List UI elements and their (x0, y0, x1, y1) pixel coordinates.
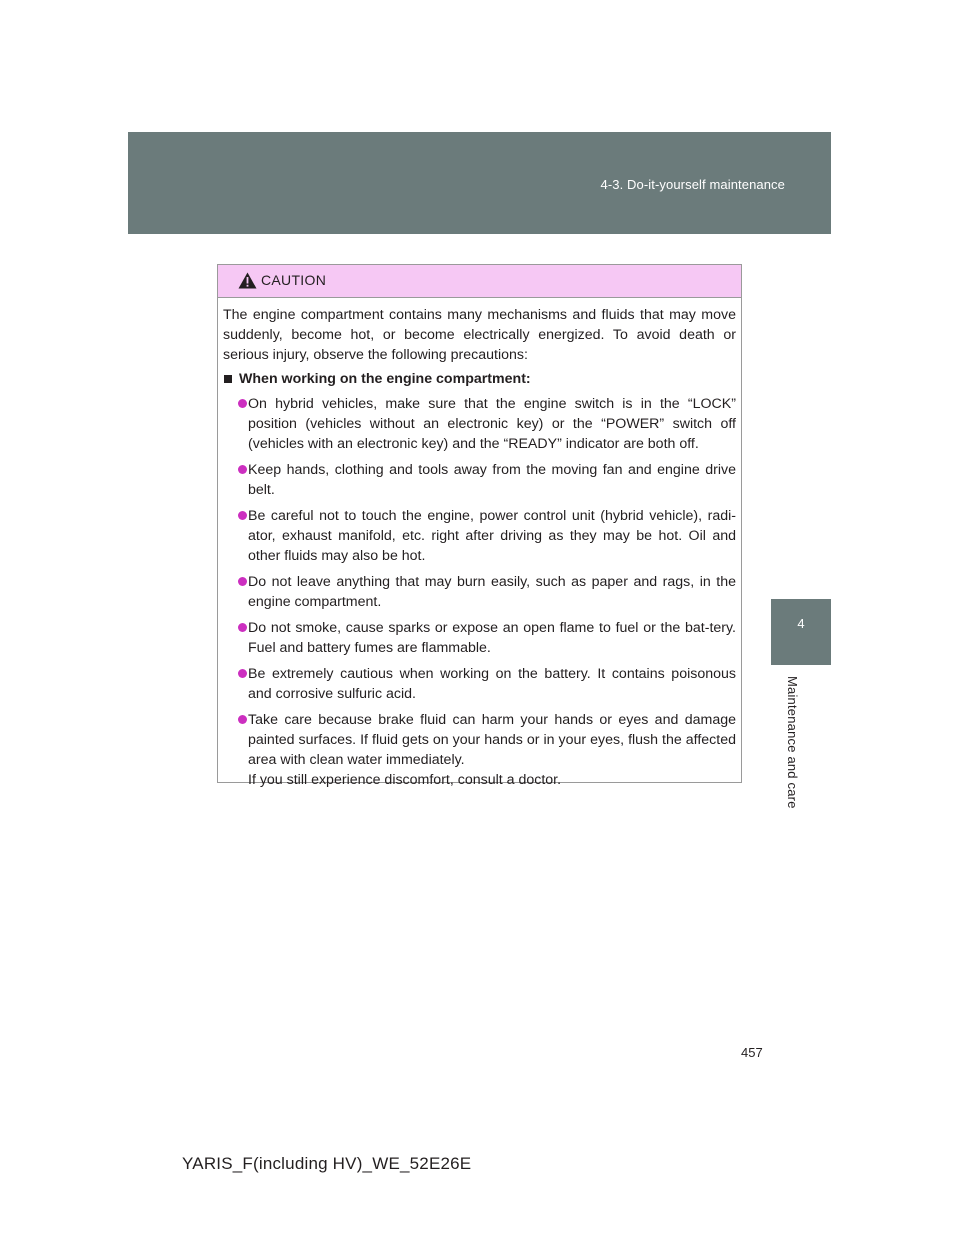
bullet-dot-icon (238, 669, 247, 678)
list-item: Do not smoke, cause sparks or expose an open flame to fuel or the bat-tery. Fuel and battery fumes are flammable. (223, 618, 736, 658)
list-item: Do not leave anything that may burn easily, such as paper and rags, in the engine compartment. (223, 572, 736, 612)
caution-title: CAUTION (261, 272, 327, 288)
list-item: On hybrid vehicles, make sure that the engine switch is in the “LOCK” position (vehicles without an electronic key) or the “POWER” switch off (vehicles with an electronic key) and the “READY” indicator are both off. (223, 394, 736, 454)
chapter-label: Maintenance and care (785, 676, 800, 809)
bullet-dot-icon (238, 715, 247, 724)
precaution-list (223, 394, 736, 790)
list-item: Take care because brake fluid can harm your hands or eyes and damage painted surfaces. If fluid gets on your hands or in your eyes, flush the affected area with clean water immediately. If you still experience discomfort, consult a doctor. (223, 710, 736, 790)
footer-code: YARIS_F(including HV)_WE_52E26E (182, 1154, 472, 1173)
section-title: 4-3. Do-it-yourself maintenance (600, 177, 785, 192)
caution-subheading-text: When working on the engine compartment: (239, 371, 531, 387)
bullet-dot-icon (238, 399, 247, 408)
square-bullet-icon (224, 375, 232, 383)
list-item: Keep hands, clothing and tools away from the moving fan and engine drive belt. (223, 460, 736, 500)
bullet-dot-icon (238, 465, 247, 474)
caution-body (218, 298, 741, 790)
caution-box (217, 264, 742, 788)
caution-subheading (223, 369, 736, 389)
caution-intro: The engine compartment contains many mechanisms and fluids that may move suddenly, become hot, or become electrically energized. To avoid death or serious injury, observe the following precautions: (223, 307, 736, 363)
bullet-dot-icon (238, 577, 247, 586)
list-item: Be extremely cautious when working on the battery. It contains poisonous and corrosive sulfuric acid. (223, 664, 736, 704)
bullet-dot-icon (238, 511, 247, 520)
warning-triangle-icon (238, 272, 257, 289)
caution-header (218, 265, 741, 298)
page-number: 457 (741, 1045, 763, 1060)
chapter-number: 4 (797, 616, 805, 631)
list-item: Be careful not to touch the engine, power control unit (hybrid vehicle), radi-ator, exhaust manifold, etc. right after driving as they may be hot. Oil and other fluids may also be hot. (223, 506, 736, 566)
bullet-dot-icon (238, 623, 247, 632)
list-item-followup: If you still experience discomfort, consult a doctor. (248, 772, 562, 788)
chapter-tab (771, 599, 831, 665)
header-band (128, 132, 831, 234)
